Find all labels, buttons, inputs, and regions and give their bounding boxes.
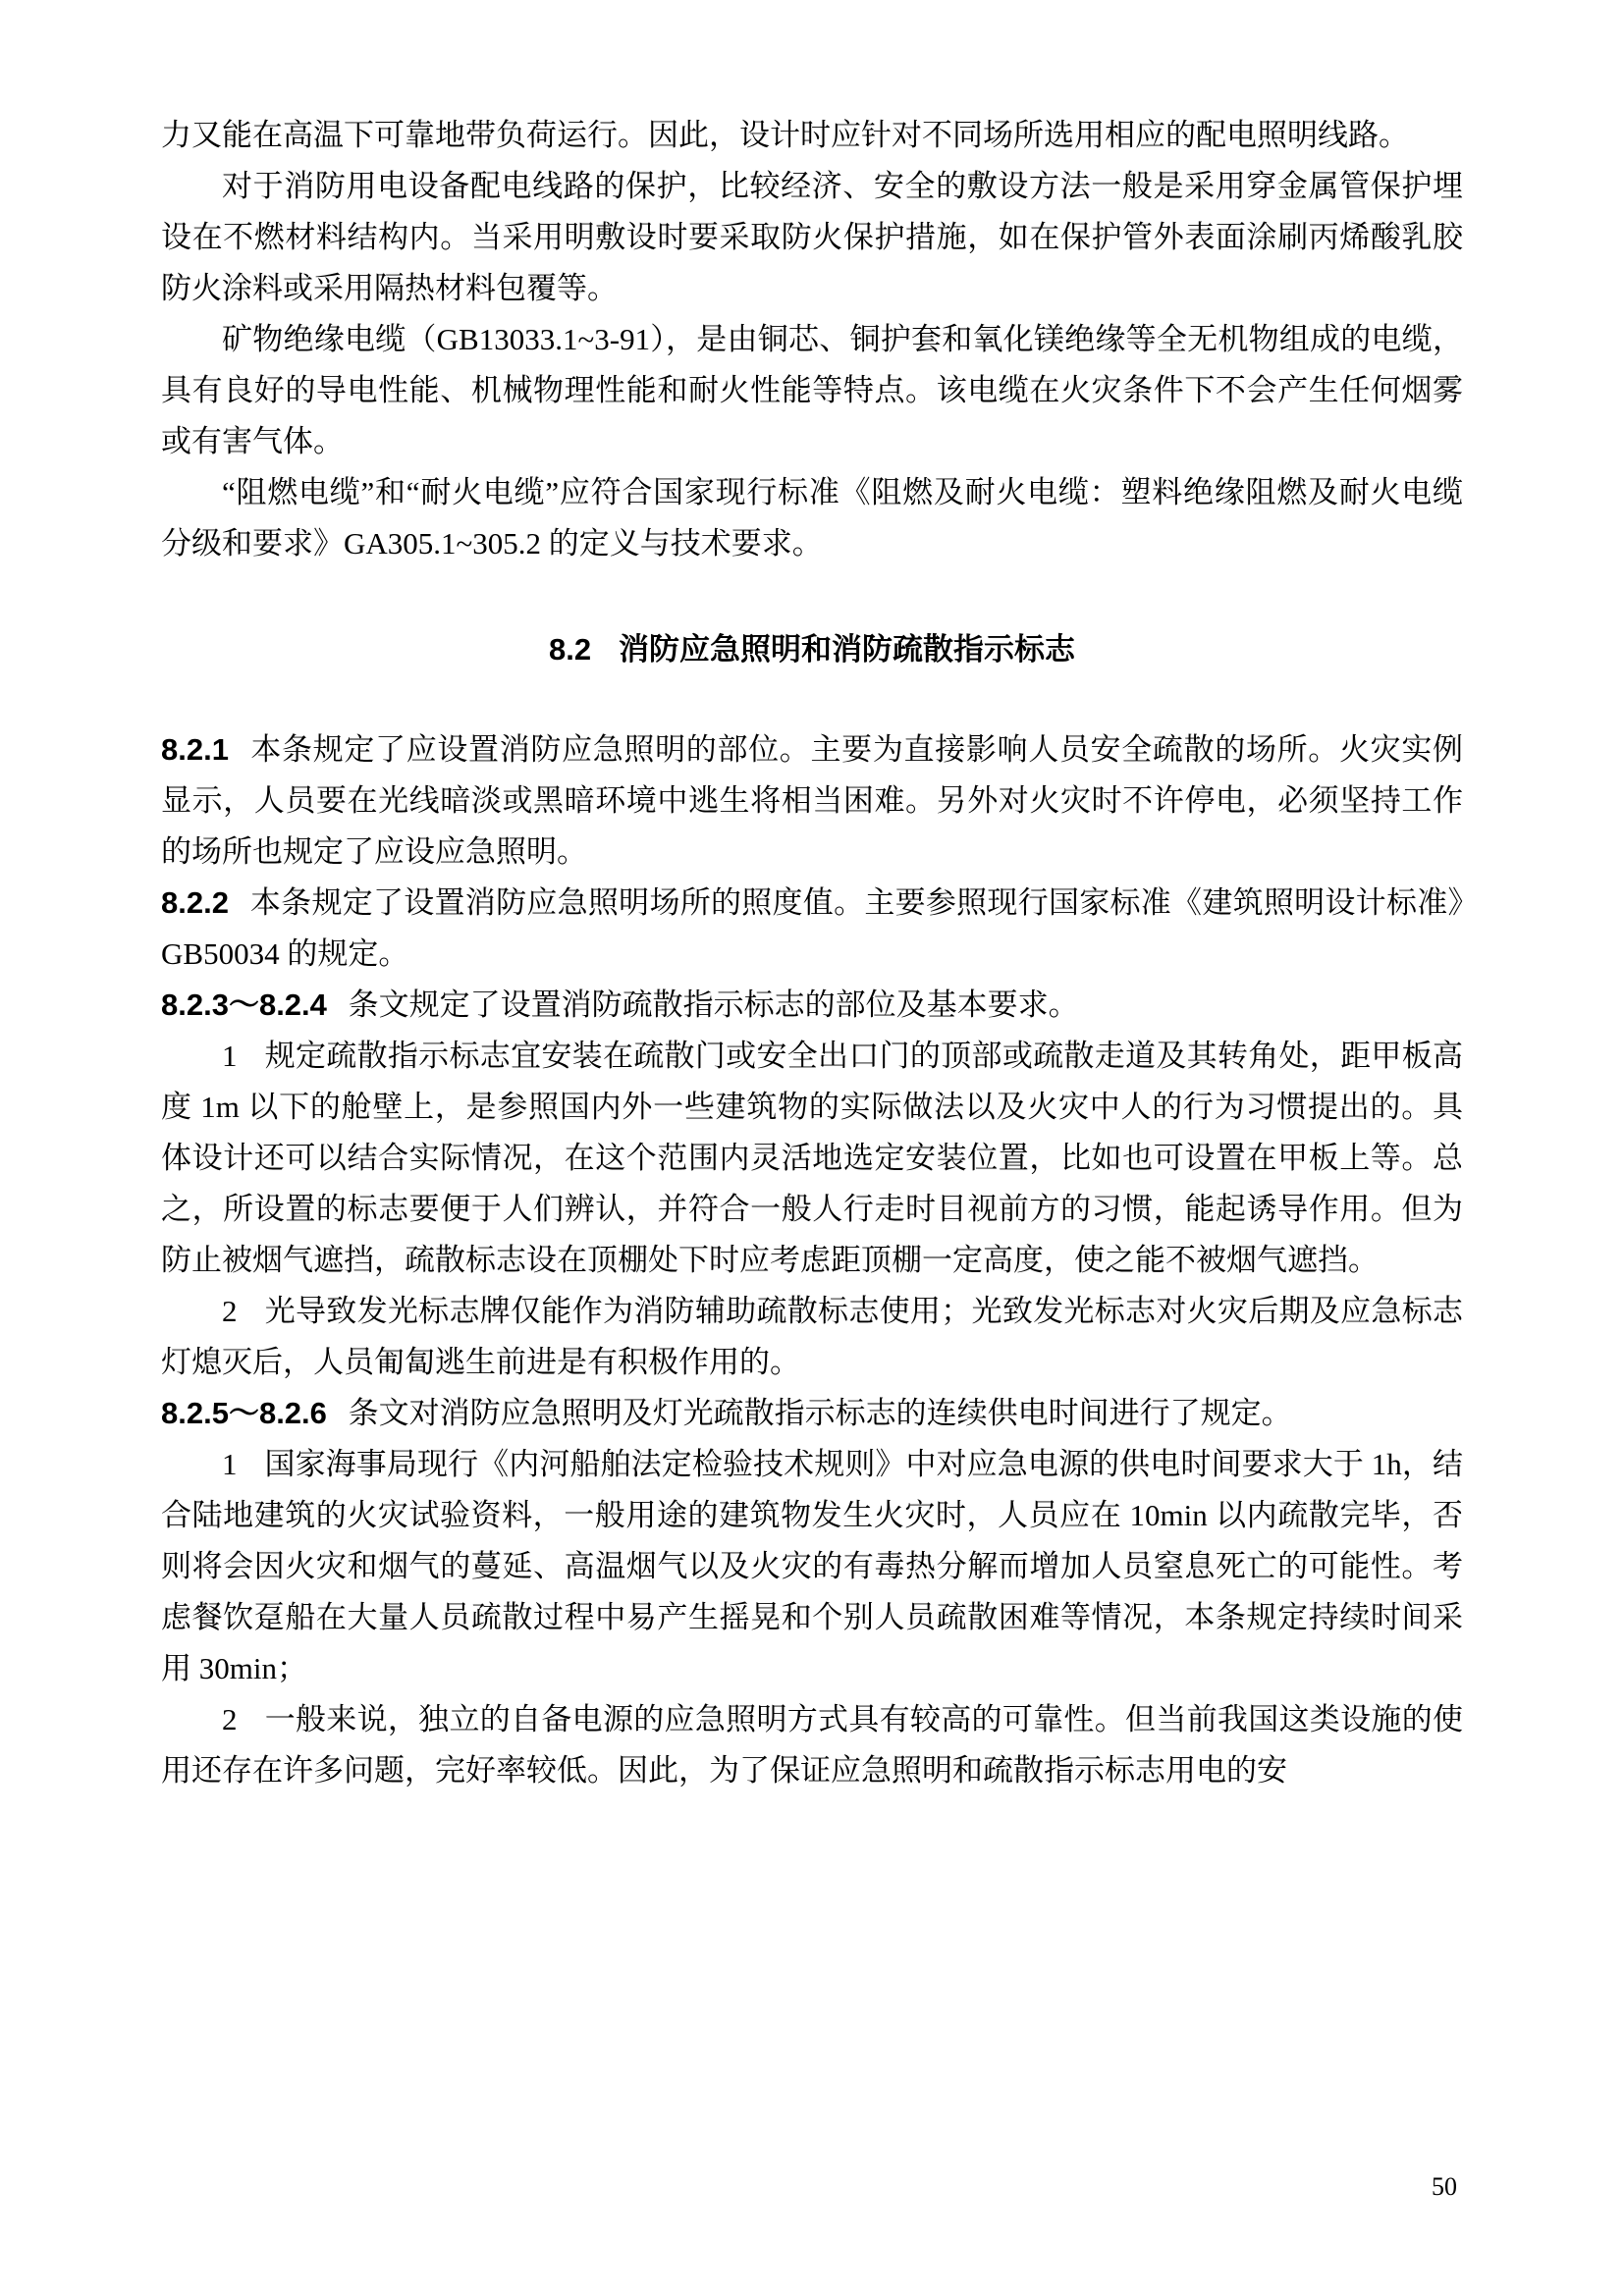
clause-text: 本条规定了应设置消防应急照明的部位。主要为直接影响人员安全疏散的场所。火灾实例显示，人员要在光线暗淡或黑暗环境中逃生将相当困难。另外对火灾时不许停电，必须坚持工作的场所也规定了应设应急照明。 xyxy=(161,732,1463,869)
item-number: 2 xyxy=(222,1702,238,1736)
clause-number: 8.2.2 xyxy=(161,885,229,920)
paragraph-continuation: 力又能在高温下可靠地带负荷运行。因此，设计时应针对不同场所选用相应的配电照明线路。 xyxy=(161,118,1409,152)
clause-paragraph-8-2-1 xyxy=(161,724,1463,878)
clause-paragraph-8-2-3-4 xyxy=(161,980,1463,1031)
item-text: 一般来说，独立的自备电源的应急照明方式具有较高的可靠性。但当前我国这类设施的使用还存在许多问题，完好率较低。因此，为了保证应急照明和疏散指示标志用电的安 xyxy=(161,1702,1463,1788)
paragraph: 矿物绝缘电缆（GB13033.1~3-91），是由铜芯、铜护套和氧化镁绝缘等全无机物组成的电缆，具有良好的导电性能、机械物理性能和耐火性能等特点。该电缆在火灾条件下不会产生任何烟雾或有害气体。 xyxy=(161,322,1463,458)
clause-paragraph-8-2-2 xyxy=(161,878,1463,980)
clause-text: 本条规定了设置消防应急照明场所的照度值。主要参照现行国家标准《建筑照明设计标准》GB50034 的规定。 xyxy=(161,885,1463,971)
clause-paragraph-8-2-5-6 xyxy=(161,1388,1463,1439)
item-number: 2 xyxy=(222,1294,238,1328)
clause-text: 条文规定了设置消防疏散指示标志的部位及基本要求。 xyxy=(348,988,1079,1022)
clause-number: 8.2.3～8.2.4 xyxy=(161,988,327,1022)
section-heading-title: 消防应急照明和消防疏散指示标志 xyxy=(619,632,1075,667)
item-text: 国家海事局现行《内河船舶法定检验技术规则》中对应急电源的供电时间要求大于 1h，结合陆地建筑的火灾试验资料，一般用途的建筑物发生火灾时，人员应在 10min 以内疏散完毕，否则将会因火灾和烟气的蔓延、高温烟气以及火灾的有毒热分解而增加人员窒息死亡的可能性。考虑餐饮趸船在大量人员疏散过程中易产生摇晃和个别人员疏散困难等情况，本条规定持续时间采用 30min； xyxy=(161,1447,1463,1685)
section-heading xyxy=(161,624,1463,675)
item-number: 1 xyxy=(222,1447,238,1481)
page-number: 50 xyxy=(1432,2172,1457,2201)
item-text: 规定疏散指示标志宜安装在疏散门或安全出口门的顶部或疏散走道及其转角处，距甲板高度 1m 以下的舱壁上，是参照国内外一些建筑物的实际做法以及火灾中人的行为习惯提出的。具体设计还可以结合实际情况，在这个范围内灵活地选定安装位置，比如也可设置在甲板上等。总之，所设置的标志要便于人们辨认，并符合一般人行走时目视前方的习惯，能起诱导作用。但为防止被烟气遮挡，疏散标志设在顶棚处下时应考虑距顶棚一定高度，使之能不被烟气遮挡。 xyxy=(161,1039,1463,1277)
clause-number: 8.2.1 xyxy=(161,732,229,767)
numbered-item xyxy=(161,1694,1463,1796)
item-text: 光导致发光标志牌仅能作为消防辅助疏散标志使用；光致发光标志对火灾后期及应急标志灯熄灭后，人员匍匐逃生前进是有积极作用的。 xyxy=(161,1294,1463,1379)
numbered-item xyxy=(161,1439,1463,1694)
section-heading-number: 8.2 xyxy=(549,632,592,667)
item-number: 1 xyxy=(222,1039,238,1073)
paragraph: 对于消防用电设备配电线路的保护，比较经济、安全的敷设方法一般是采用穿金属管保护埋设在不燃材料结构内。当采用明敷设时要采取防火保护措施，如在保护管外表面涂刷丙烯酸乳胶防火涂料或采用隔热材料包覆等。 xyxy=(161,169,1463,305)
clause-number: 8.2.5～8.2.6 xyxy=(161,1396,327,1430)
clause-text: 条文对消防应急照明及灯光疏散指示标志的连续供电时间进行了规定。 xyxy=(348,1396,1292,1430)
numbered-item xyxy=(161,1286,1463,1388)
numbered-item xyxy=(161,1031,1463,1286)
paragraph: “阻燃电缆”和“耐火电缆”应符合国家现行标准《阻燃及耐火电缆：塑料绝缘阻燃及耐火电缆分级和要求》GA305.1~305.2 的定义与技术要求。 xyxy=(161,475,1463,561)
